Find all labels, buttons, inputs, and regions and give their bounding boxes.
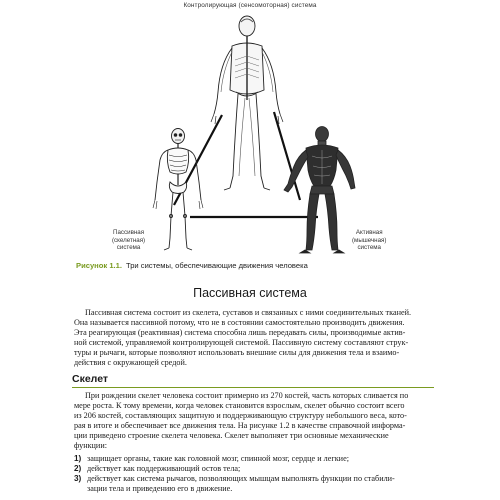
paragraph-line: действия с окружающей средой. — [74, 358, 187, 368]
active-label-line: система — [357, 244, 381, 252]
subsection-title: Скелет — [72, 373, 434, 388]
control-system-label: Контролирующая (сенсомоторная) система — [183, 2, 317, 9]
paragraph-line: туры и рычаги, которые позволяют использовать внешние силы для движения тела и взаимо- — [74, 348, 400, 358]
active-label-line: Активная — [355, 229, 383, 236]
paragraph-line: При рождении скелет человека состоит примерно из 270 костей, часть которых сливается по — [85, 391, 409, 400]
paragraph-line: из 206 костей, составляющих защитную и поддерживающую структуру небольшого веса, кото- — [74, 411, 407, 421]
list-item-continuation: зации тела и приведению его в движение. — [87, 484, 233, 494]
list-item-number: 3) — [74, 474, 82, 484]
paragraph-line: Пассивная система состоит из скелета, суставов и связанных с ними соединительных тканей. — [85, 308, 412, 317]
list-item — [74, 454, 434, 464]
paragraph-line: Эта реагирующая (реактивная) система способна лишь передавать силы, производимые актив- — [74, 328, 406, 338]
list-item-text: действует как система рычагов, позволяющих мышцам выполнять функции по стабили- — [87, 474, 395, 484]
active-label-line: (мышечная) — [352, 236, 387, 244]
paragraph-line: Она называется пассивной потому, что не в состоянии самостоятельно производить движения. — [74, 318, 405, 328]
subsection-paragraph — [74, 391, 434, 452]
paragraph-line: рая в итоге и обеспечивает все движения тела. На рисунке 1.2 в качестве справочной информа- — [74, 421, 406, 431]
skeleton-figure — [153, 129, 203, 251]
paragraph-line: ции приведено строение скелета человека. Скелет выполняет три основные механические — [74, 431, 389, 441]
list-item-number: 1) — [74, 454, 82, 463]
passive-system-label — [112, 229, 145, 252]
skeleton-functions-list — [74, 454, 434, 494]
paragraph-line: ной системой, управляемой контролирующей системой. Пассивную систему составляют струк- — [74, 338, 409, 348]
figure-caption — [76, 261, 308, 270]
section-paragraph — [74, 308, 434, 369]
paragraph-line: мере роста. К тому времени, когда человек становится взрослым, скелет обычно состоит всего — [74, 401, 405, 411]
figure-caption-text: Три системы, обеспечивающие движения человека — [125, 261, 308, 270]
list-item-text: действует как поддерживающий остов тела; — [87, 464, 241, 474]
passive-label-line: система — [116, 244, 141, 252]
list-item-number: 2) — [74, 464, 82, 474]
paragraph-line: функции: — [74, 441, 107, 451]
list-item — [74, 474, 434, 494]
passive-label-line: Пассивная — [113, 229, 145, 236]
muscular-figure — [284, 127, 355, 254]
passive-label-line: (скелетная) — [112, 236, 146, 244]
nervous-system-figure — [211, 16, 283, 190]
section-title: Пассивная система — [193, 286, 307, 300]
active-system-label — [352, 229, 386, 252]
figure-caption-number: Рисунок 1.1. — [76, 261, 122, 270]
list-item — [74, 464, 434, 474]
list-item-text: защищает органы, такие как головной мозг, спинной мозг, сердце и легкие; — [87, 454, 349, 463]
